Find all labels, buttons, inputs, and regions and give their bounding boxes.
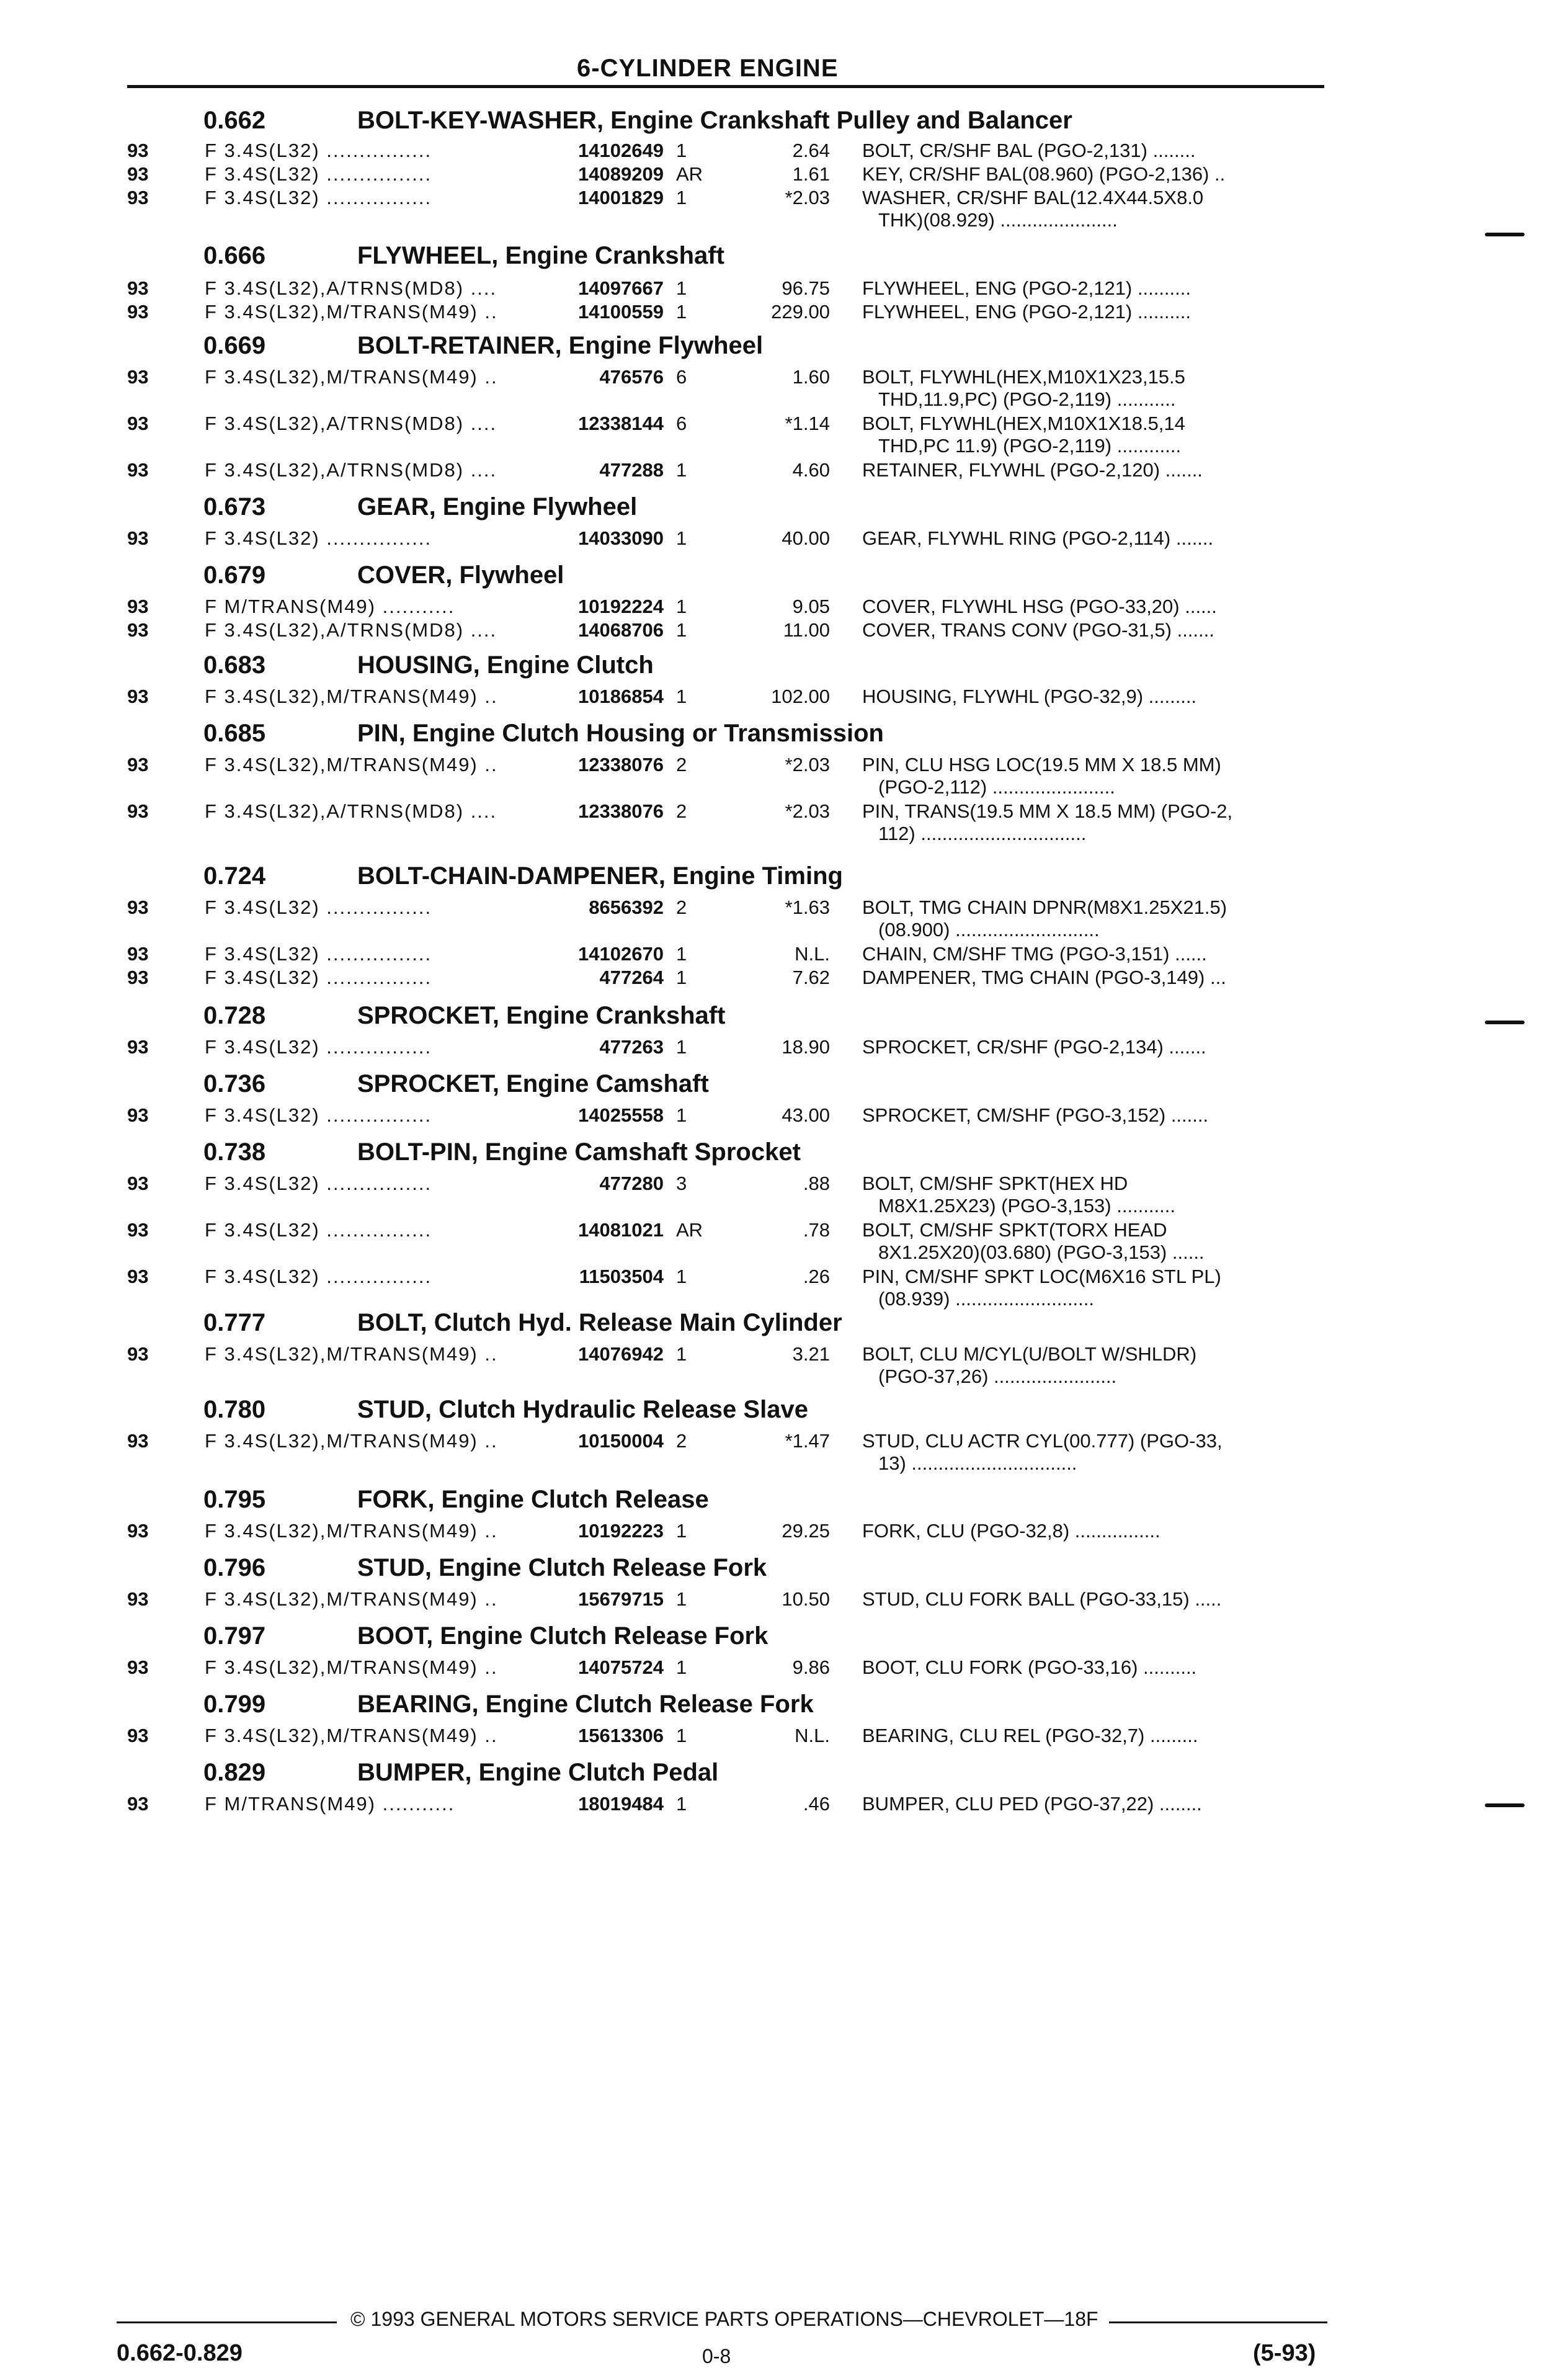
quantity: 2: [676, 1430, 687, 1452]
price: 102.00: [771, 686, 830, 707]
part-number: 8656392: [589, 896, 664, 918]
group-number: 0.673: [203, 493, 266, 521]
part-number: 15679715: [578, 1588, 664, 1610]
application: F 3.4S(L32),M/TRANS(M49) ..: [205, 1656, 498, 1678]
part-number: 477264: [599, 967, 664, 988]
application: F 3.4S(L32) ................: [205, 1173, 432, 1194]
group-name: BOLT, Clutch Hyd. Release Main Cylinder: [357, 1309, 842, 1336]
group-name: HOUSING, Engine Clutch: [357, 651, 654, 679]
part-number: 14033090: [578, 527, 664, 549]
footer-rule-right: [1109, 2321, 1327, 2323]
description: HOUSING, FLYWHL (PGO-32,9) .........: [862, 686, 1197, 707]
application: F 3.4S(L32) ................: [205, 1104, 432, 1126]
price: 9.05: [792, 596, 830, 617]
description: BOLT, CM/SHF SPKT(TORX HEAD: [862, 1219, 1167, 1241]
group-number: 0.669: [203, 332, 266, 359]
quantity: 1: [676, 459, 687, 481]
group-number: 0.728: [203, 1002, 266, 1029]
part-number: 14100559: [578, 301, 664, 323]
part-row: [0, 1343, 1568, 1367]
part-row: [0, 1725, 1568, 1748]
part-number: 12338076: [578, 800, 664, 822]
description: COVER, FLYWHL HSG (PGO-33,20) ......: [862, 596, 1217, 617]
description: WASHER, CR/SHF BAL(12.4X44.5X8.0: [862, 187, 1204, 208]
price: 10.50: [782, 1588, 830, 1610]
application: F M/TRANS(M49) ...........: [205, 596, 455, 617]
part-number: 14075724: [578, 1656, 664, 1678]
part-row: [0, 1036, 1568, 1060]
quantity: 1: [676, 527, 687, 549]
part-number: 12338076: [578, 754, 664, 775]
price: 4.60: [792, 459, 830, 481]
model-year: 93: [127, 1656, 149, 1678]
description: GEAR, FLYWHL RING (PGO-2,114) .......: [862, 527, 1214, 549]
price: *1.63: [785, 896, 830, 918]
description: COVER, TRANS CONV (PGO-31,5) .......: [862, 619, 1214, 641]
price: 40.00: [782, 527, 830, 549]
part-row: [0, 1520, 1568, 1544]
part-row-continuation: [0, 1288, 1568, 1311]
description-continued: M8X1.25X23) (PGO-3,153) ...........: [878, 1195, 1175, 1217]
quantity: 1: [676, 187, 687, 208]
header-rule: [127, 85, 1324, 88]
description: DAMPENER, TMG CHAIN (PGO-3,149) ...: [862, 967, 1226, 988]
price: 9.86: [792, 1656, 830, 1678]
application: F 3.4S(L32) ................: [205, 943, 432, 965]
part-row-continuation: [0, 823, 1568, 846]
margin-mark: [1485, 233, 1525, 236]
part-number: 18019484: [578, 1793, 664, 1815]
quantity: 1: [676, 686, 687, 707]
description: BOLT, CLU M/CYL(U/BOLT W/SHLDR): [862, 1343, 1197, 1365]
footer-page-number: 0-8: [702, 2345, 731, 2367]
price: 1.60: [792, 366, 830, 388]
model-year: 93: [127, 754, 149, 775]
price: 18.90: [782, 1036, 830, 1058]
price: *2.03: [785, 187, 830, 208]
quantity: AR: [676, 1219, 703, 1241]
part-row-continuation: [0, 1195, 1568, 1218]
description-continued: (PGO-2,112) .......................: [878, 776, 1115, 798]
part-row: [0, 527, 1568, 551]
price: *2.03: [785, 800, 830, 822]
quantity: 1: [676, 619, 687, 641]
footer-rule-left: [117, 2321, 337, 2323]
part-row-continuation: [0, 1365, 1568, 1389]
group-number: 0.666: [203, 242, 266, 269]
group-number: 0.777: [203, 1309, 266, 1336]
description-continued: (PGO-37,26) .......................: [878, 1365, 1117, 1387]
quantity: 1: [676, 1343, 687, 1365]
quantity: 1: [676, 1793, 687, 1815]
footer-revision: (5-93): [1253, 2340, 1316, 2366]
group-number: 0.724: [203, 862, 266, 890]
part-row: [0, 896, 1568, 920]
part-row-continuation: [0, 1452, 1568, 1476]
model-year: 93: [127, 413, 149, 434]
part-number: 477280: [599, 1173, 664, 1194]
quantity: 2: [676, 896, 687, 918]
part-row-continuation: [0, 388, 1568, 412]
model-year: 93: [127, 1588, 149, 1610]
margin-mark: [1485, 1021, 1525, 1024]
price: .46: [803, 1793, 830, 1815]
application: F 3.4S(L32),A/TRNS(MD8) ....: [205, 619, 497, 641]
quantity: 2: [676, 754, 687, 775]
quantity: 6: [676, 366, 687, 388]
quantity: 1: [676, 1588, 687, 1610]
page-title: 6-CYLINDER ENGINE: [577, 55, 839, 82]
part-row-continuation: [0, 776, 1568, 800]
description: BUMPER, CLU PED (PGO-37,22) ........: [862, 1793, 1202, 1815]
price: 11.00: [783, 619, 830, 641]
part-number: 14068706: [578, 619, 664, 641]
model-year: 93: [127, 459, 149, 481]
description: BEARING, CLU REL (PGO-32,7) .........: [862, 1725, 1198, 1746]
group-name: COVER, Flywheel: [357, 561, 564, 589]
group-number: 0.829: [203, 1759, 266, 1786]
price: 7.62: [792, 967, 830, 988]
model-year: 93: [127, 277, 149, 299]
model-year: 93: [127, 1173, 149, 1194]
group-name: BOOT, Engine Clutch Release Fork: [357, 1622, 768, 1650]
model-year: 93: [127, 1520, 149, 1542]
part-number: 14081021: [578, 1219, 664, 1241]
description: KEY, CR/SHF BAL(08.960) (PGO-2,136) ..: [862, 163, 1226, 185]
part-row: [0, 943, 1568, 967]
quantity: 1: [676, 1520, 687, 1542]
model-year: 93: [127, 1793, 149, 1815]
part-row: [0, 596, 1568, 619]
group-name: FLYWHEEL, Engine Crankshaft: [357, 242, 724, 269]
part-row: [0, 619, 1568, 643]
part-number: 11503504: [579, 1266, 664, 1287]
price: *1.14: [785, 413, 830, 434]
application: F 3.4S(L32),M/TRANS(M49) ..: [205, 1588, 498, 1610]
application: F 3.4S(L32),M/TRANS(M49) ..: [205, 301, 498, 323]
part-number: 14102670: [578, 943, 664, 965]
part-row-continuation: [0, 919, 1568, 942]
group-number: 0.738: [203, 1138, 266, 1166]
price: 29.25: [782, 1520, 830, 1542]
part-number: 10192223: [578, 1520, 664, 1542]
group-name: SPROCKET, Engine Camshaft: [357, 1070, 709, 1097]
group-name: BOLT-KEY-WASHER, Engine Crankshaft Pulley and Balancer: [357, 107, 1072, 134]
footer-group-range: 0.662-0.829: [117, 2340, 243, 2366]
quantity: 1: [676, 140, 687, 161]
model-year: 93: [127, 943, 149, 965]
description-continued: 8X1.25X20)(03.680) (PGO-3,153) ......: [878, 1241, 1205, 1263]
part-row: [0, 1656, 1568, 1680]
model-year: 93: [127, 366, 149, 388]
group-name: BOLT-PIN, Engine Camshaft Sprocket: [357, 1138, 801, 1166]
quantity: 1: [676, 1036, 687, 1058]
description-continued: THK)(08.929) ......................: [878, 209, 1118, 231]
description: PIN, TRANS(19.5 MM X 18.5 MM) (PGO-2,: [862, 800, 1233, 822]
model-year: 93: [127, 967, 149, 988]
group-number: 0.662: [203, 107, 266, 134]
part-row: [0, 301, 1568, 324]
quantity: 1: [676, 1656, 687, 1678]
model-year: 93: [127, 301, 149, 323]
quantity: 1: [676, 1266, 687, 1287]
model-year: 93: [127, 1219, 149, 1241]
quantity: 1: [676, 1725, 687, 1746]
part-row: [0, 459, 1568, 483]
group-number: 0.683: [203, 651, 266, 679]
part-row: [0, 1173, 1568, 1196]
description: BOOT, CLU FORK (PGO-33,16) ..........: [862, 1656, 1197, 1678]
description-continued: THD,11.9,PC) (PGO-2,119) ...........: [878, 388, 1176, 410]
application: F 3.4S(L32),A/TRNS(MD8) ....: [205, 413, 497, 434]
part-number: 477288: [599, 459, 664, 481]
group-name: STUD, Clutch Hydraulic Release Slave: [357, 1396, 808, 1423]
model-year: 93: [127, 896, 149, 918]
price: *1.47: [785, 1430, 830, 1452]
group-name: BOLT-CHAIN-DAMPENER, Engine Timing: [357, 862, 843, 890]
description: FORK, CLU (PGO-32,8) ................: [862, 1520, 1160, 1542]
model-year: 93: [127, 1104, 149, 1126]
application: F 3.4S(L32),A/TRNS(MD8) ....: [205, 277, 497, 299]
description: STUD, CLU FORK BALL (PGO-33,15) .....: [862, 1588, 1222, 1610]
application: F 3.4S(L32) ................: [205, 896, 432, 918]
part-row: [0, 1793, 1568, 1816]
description: BOLT, TMG CHAIN DPNR(M8X1.25X21.5): [862, 896, 1227, 918]
part-number: 14097667: [578, 277, 664, 299]
group-name: STUD, Engine Clutch Release Fork: [357, 1554, 767, 1581]
quantity: AR: [676, 163, 703, 185]
footer-copyright: © 1993 GENERAL MOTORS SERVICE PARTS OPERATIONS—CHEVROLET—18F: [350, 2308, 1098, 2330]
model-year: 93: [127, 1430, 149, 1452]
group-name: GEAR, Engine Flywheel: [357, 493, 638, 521]
application: F 3.4S(L32) ................: [205, 1036, 432, 1058]
price: 2.64: [792, 140, 830, 161]
group-name: BUMPER, Engine Clutch Pedal: [357, 1759, 719, 1786]
application: F M/TRANS(M49) ...........: [205, 1793, 455, 1815]
description: STUD, CLU ACTR CYL(00.777) (PGO-33,: [862, 1430, 1223, 1452]
quantity: 1: [676, 943, 687, 965]
price: 43.00: [782, 1104, 830, 1126]
price: 1.61: [792, 163, 830, 185]
model-year: 93: [127, 800, 149, 822]
model-year: 93: [127, 163, 149, 185]
margin-mark: [1485, 1803, 1525, 1807]
group-number: 0.780: [203, 1396, 266, 1423]
model-year: 93: [127, 140, 149, 161]
part-number: 10186854: [578, 686, 664, 707]
quantity: 1: [676, 277, 687, 299]
part-row: [0, 1588, 1568, 1612]
group-number: 0.797: [203, 1622, 266, 1650]
model-year: 93: [127, 527, 149, 549]
part-row: [0, 366, 1568, 390]
part-number: 14025558: [578, 1104, 664, 1126]
model-year: 93: [127, 187, 149, 208]
part-row: [0, 1430, 1568, 1454]
part-row-continuation: [0, 435, 1568, 458]
application: F 3.4S(L32),M/TRANS(M49) ..: [205, 754, 498, 775]
description: BOLT, FLYWHL(HEX,M10X1X23,15.5: [862, 366, 1185, 388]
part-number: 476576: [599, 366, 664, 388]
application: F 3.4S(L32),A/TRNS(MD8) ....: [205, 459, 497, 481]
group-name: FORK, Engine Clutch Release: [357, 1486, 709, 1513]
price: 3.21: [792, 1343, 830, 1365]
description: PIN, CLU HSG LOC(19.5 MM X 18.5 MM): [862, 754, 1221, 775]
description: BOLT, CM/SHF SPKT(HEX HD: [862, 1173, 1128, 1194]
group-number: 0.679: [203, 561, 266, 589]
model-year: 93: [127, 596, 149, 617]
quantity: 6: [676, 413, 687, 434]
application: F 3.4S(L32) ................: [205, 140, 432, 161]
application: F 3.4S(L32),M/TRANS(M49) ..: [205, 1520, 498, 1542]
group-number: 0.685: [203, 720, 266, 747]
application: F 3.4S(L32) ................: [205, 1219, 432, 1241]
description: FLYWHEEL, ENG (PGO-2,121) ..........: [862, 277, 1191, 299]
group-number: 0.795: [203, 1486, 266, 1513]
quantity: 1: [676, 596, 687, 617]
part-row: [0, 967, 1568, 990]
model-year: 93: [127, 1343, 149, 1365]
quantity: 3: [676, 1173, 687, 1194]
part-number: 14076942: [578, 1343, 664, 1365]
application: F 3.4S(L32),A/TRNS(MD8) ....: [205, 800, 497, 822]
description: BOLT, CR/SHF BAL (PGO-2,131) ........: [862, 140, 1196, 161]
price: *2.03: [785, 754, 830, 775]
part-number: 477263: [599, 1036, 664, 1058]
group-name: PIN, Engine Clutch Housing or Transmission: [357, 720, 884, 747]
part-row: [0, 1266, 1568, 1289]
part-row: [0, 277, 1568, 301]
part-row-continuation: [0, 1241, 1568, 1265]
model-year: 93: [127, 1725, 149, 1746]
price: 96.75: [782, 277, 830, 299]
group-number: 0.799: [203, 1691, 266, 1718]
application: F 3.4S(L32) ................: [205, 967, 432, 988]
application: F 3.4S(L32),M/TRANS(M49) ..: [205, 1725, 498, 1746]
description: SPROCKET, CM/SHF (PGO-3,152) .......: [862, 1104, 1209, 1126]
group-name: SPROCKET, Engine Crankshaft: [357, 1002, 726, 1029]
description: PIN, CM/SHF SPKT LOC(M6X16 STL PL): [862, 1266, 1221, 1287]
part-number: 14001829: [578, 187, 664, 208]
part-row: [0, 140, 1568, 163]
price: .88: [803, 1173, 830, 1194]
part-row: [0, 754, 1568, 777]
part-number: 10150004: [578, 1430, 664, 1452]
description: RETAINER, FLYWHL (PGO-2,120) .......: [862, 459, 1203, 481]
model-year: 93: [127, 686, 149, 707]
application: F 3.4S(L32),M/TRANS(M49) ..: [205, 1430, 498, 1452]
group-number: 0.736: [203, 1070, 266, 1097]
part-number: 14089209: [578, 163, 664, 185]
description: BOLT, FLYWHL(HEX,M10X1X18.5,14: [862, 413, 1185, 434]
quantity: 1: [676, 1104, 687, 1126]
model-year: 93: [127, 619, 149, 641]
part-number: 14102649: [578, 140, 664, 161]
group-name: BEARING, Engine Clutch Release Fork: [357, 1691, 814, 1718]
application: F 3.4S(L32),M/TRANS(M49) ..: [205, 1343, 498, 1365]
part-row: [0, 1104, 1568, 1128]
description-continued: THD,PC 11.9) (PGO-2,119) ............: [878, 435, 1182, 457]
description-continued: (08.939) ..........................: [878, 1288, 1095, 1310]
part-row: [0, 413, 1568, 436]
price: 229.00: [771, 301, 830, 323]
part-number: 10192224: [578, 596, 664, 617]
model-year: 93: [127, 1036, 149, 1058]
application: F 3.4S(L32) ................: [205, 1266, 432, 1287]
description: SPROCKET, CR/SHF (PGO-2,134) .......: [862, 1036, 1206, 1058]
description-continued: 13) ...............................: [878, 1452, 1077, 1474]
part-row: [0, 1219, 1568, 1243]
price: .26: [803, 1266, 830, 1287]
price: N.L.: [795, 943, 830, 965]
description-continued: (08.900) ...........................: [878, 919, 1100, 940]
quantity: 1: [676, 967, 687, 988]
part-number: 15613306: [578, 1725, 664, 1746]
application: F 3.4S(L32) ................: [205, 187, 432, 208]
part-row-continuation: [0, 209, 1568, 233]
description: FLYWHEEL, ENG (PGO-2,121) ..........: [862, 301, 1191, 323]
group-name: BOLT-RETAINER, Engine Flywheel: [357, 332, 764, 359]
part-row: [0, 187, 1568, 210]
application: F 3.4S(L32),M/TRANS(M49) ..: [205, 686, 498, 707]
application: F 3.4S(L32) ................: [205, 163, 432, 185]
application: F 3.4S(L32),M/TRANS(M49) ..: [205, 366, 498, 388]
part-number: 12338144: [578, 413, 664, 434]
part-row: [0, 800, 1568, 824]
part-row: [0, 163, 1568, 187]
quantity: 2: [676, 800, 687, 822]
description: CHAIN, CM/SHF TMG (PGO-3,151) ......: [862, 943, 1207, 965]
quantity: 1: [676, 301, 687, 323]
model-year: 93: [127, 1266, 149, 1287]
application: F 3.4S(L32) ................: [205, 527, 432, 549]
price: .78: [803, 1219, 830, 1241]
description-continued: 112) ...............................: [878, 823, 1087, 844]
price: N.L.: [795, 1725, 830, 1746]
group-number: 0.796: [203, 1554, 266, 1581]
part-row: [0, 686, 1568, 709]
